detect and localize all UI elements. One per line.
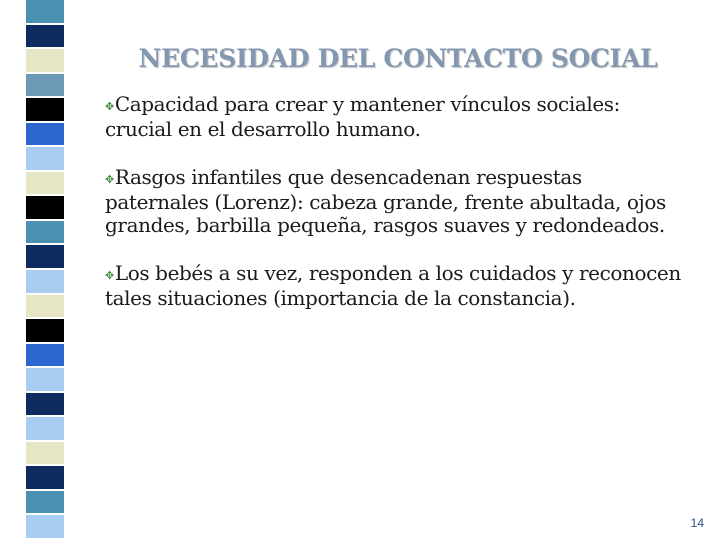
stripe-segment <box>26 442 64 467</box>
bullet-text: Capacidad para crear y mantener vínculos sociales: crucial en el desarrollo humano. <box>105 92 620 141</box>
stripe-segment <box>26 319 64 344</box>
stripe-segment <box>26 98 64 123</box>
stripe-segment <box>26 368 64 393</box>
bullet-icon: ✥ <box>105 173 114 186</box>
bullet-item <box>105 166 685 237</box>
slide-title: NECESIDAD DEL CONTACTO SOCIAL <box>138 44 658 73</box>
stripe-segment <box>26 172 64 197</box>
stripe-segment <box>26 221 64 246</box>
stripe-segment <box>26 515 64 540</box>
stripe-segment <box>26 196 64 221</box>
stripe-segment <box>26 344 64 369</box>
stripe-segment <box>26 270 64 295</box>
bullet-text: Los bebés a su vez, responden a los cuidados y reconocen tales situaciones (importancia de la constancia). <box>105 261 681 310</box>
stripe-segment <box>26 49 64 74</box>
stripe-segment <box>26 0 64 25</box>
stripe-segment <box>26 417 64 442</box>
stripe-segment <box>26 25 64 50</box>
bullet-item <box>105 262 685 310</box>
bullet-icon: ✥ <box>105 269 114 282</box>
bullet-text: Rasgos infantiles que desencadenan respuestas paternales (Lorenz): cabeza grande, frente abultada, ojos grandes, barbilla pequeña, rasgos suaves y redondeados. <box>105 165 666 237</box>
stripe-segment <box>26 393 64 418</box>
stripe-segment <box>26 147 64 172</box>
stripe-segment <box>26 123 64 148</box>
stripe-segment <box>26 491 64 516</box>
stripe-segment <box>26 245 64 270</box>
bullet-icon: ✥ <box>105 100 114 113</box>
bullet-list <box>105 93 685 335</box>
decorative-stripe-bar <box>26 0 64 540</box>
stripe-segment <box>26 295 64 320</box>
bullet-item <box>105 93 685 141</box>
stripe-segment <box>26 466 64 491</box>
stripe-segment <box>26 74 64 99</box>
page-number: 14 <box>690 516 704 530</box>
